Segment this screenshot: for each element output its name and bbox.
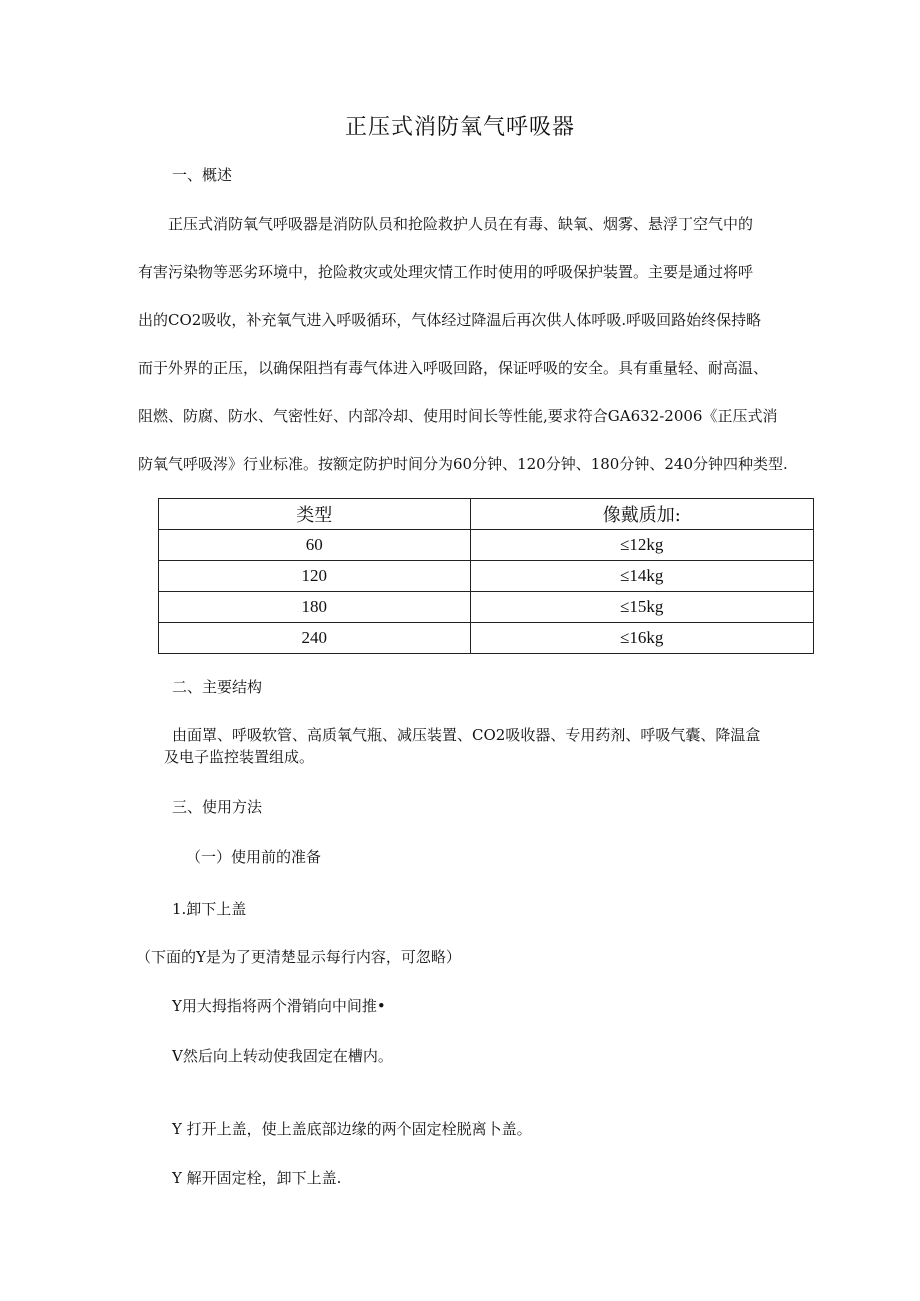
structure-line-1: 由面罩、呼吸软管、高质氧气瓶、减压装置、CO2吸收器、专用药剂、呼吸气囊、降温盒 bbox=[172, 726, 761, 744]
list-item: Y 解开固定栓，卸下上盖. bbox=[172, 1169, 342, 1187]
list-item: V然后向上转动使我固定在槽内。 bbox=[172, 1047, 393, 1065]
table-cell-weight: ≤16kg bbox=[470, 623, 814, 654]
table-cell-weight: ≤14kg bbox=[470, 561, 814, 592]
table-row bbox=[159, 623, 814, 654]
table-cell-type: 120 bbox=[159, 561, 471, 592]
table-cell-weight: ≤12kg bbox=[470, 530, 814, 561]
table-row bbox=[159, 592, 814, 623]
table-row bbox=[159, 530, 814, 561]
structure-line-2: 及电子监控装置组成。 bbox=[164, 748, 315, 766]
table-cell-type: 180 bbox=[159, 592, 471, 623]
step-remove-cover: 1.卸下上盖 bbox=[172, 900, 247, 918]
overview-line-2: 有害污染物等恶劣环境中，抢险救灾或处理灾情工作时使用的呼吸保护装置。主要是通过将呼 bbox=[138, 263, 754, 281]
section-heading-structure: 二、主要结构 bbox=[172, 678, 263, 696]
overview-line-3: 出的CO2吸收，补充氧气进入呼吸循环，气体经过降温后再次供人体呼吸.呼吸回路始终保持略 bbox=[138, 311, 762, 329]
overview-line-5: 阻燃、防腐、防水、气密性好、内部冷却、使用时间长等性能,要求符合GA632-2006《正压式消 bbox=[138, 407, 778, 425]
subheading-preparation: （一）使用前的准备 bbox=[186, 848, 322, 866]
table-header-weight: 像戴质加: bbox=[470, 499, 814, 530]
section-heading-overview: 一、概述 bbox=[172, 166, 233, 184]
table-header-type: 类型 bbox=[159, 499, 471, 530]
table-cell-type: 240 bbox=[159, 623, 471, 654]
table-cell-weight: ≤15kg bbox=[470, 592, 814, 623]
note-text: （下面的Y是为了更清楚显示每行内容，可忽略） bbox=[136, 948, 461, 966]
table-row bbox=[159, 561, 814, 592]
document-title: 正压式消防氧气呼吸器 bbox=[344, 115, 575, 140]
table-header-row bbox=[159, 499, 814, 530]
weight-spec-table bbox=[158, 498, 814, 654]
overview-line-6: 防氧气呼吸涔》行业标准。按额定防护时间分为60分钟、120分钟、180分钟、240分钟四种类型. bbox=[138, 455, 788, 473]
table-cell-type: 60 bbox=[159, 530, 471, 561]
overview-line-4: 而于外界的正压，以确保阻挡有毒气体进入呼吸回路，保证呼吸的安全。具有重量轻、耐高温、 bbox=[138, 359, 769, 377]
overview-line-1: 正压式消防氧气呼吸器是消防队员和抢险救护人员在有毒、缺氧、烟雾、悬浮丁空气中的 bbox=[168, 215, 754, 233]
list-item: Y 打开上盖，使上盖底部边缘的两个固定栓脱离卜盖。 bbox=[172, 1120, 532, 1138]
list-item: Y用大拇指将两个滑销向中间推• bbox=[172, 997, 386, 1015]
section-heading-usage: 三、使用方法 bbox=[172, 798, 263, 816]
